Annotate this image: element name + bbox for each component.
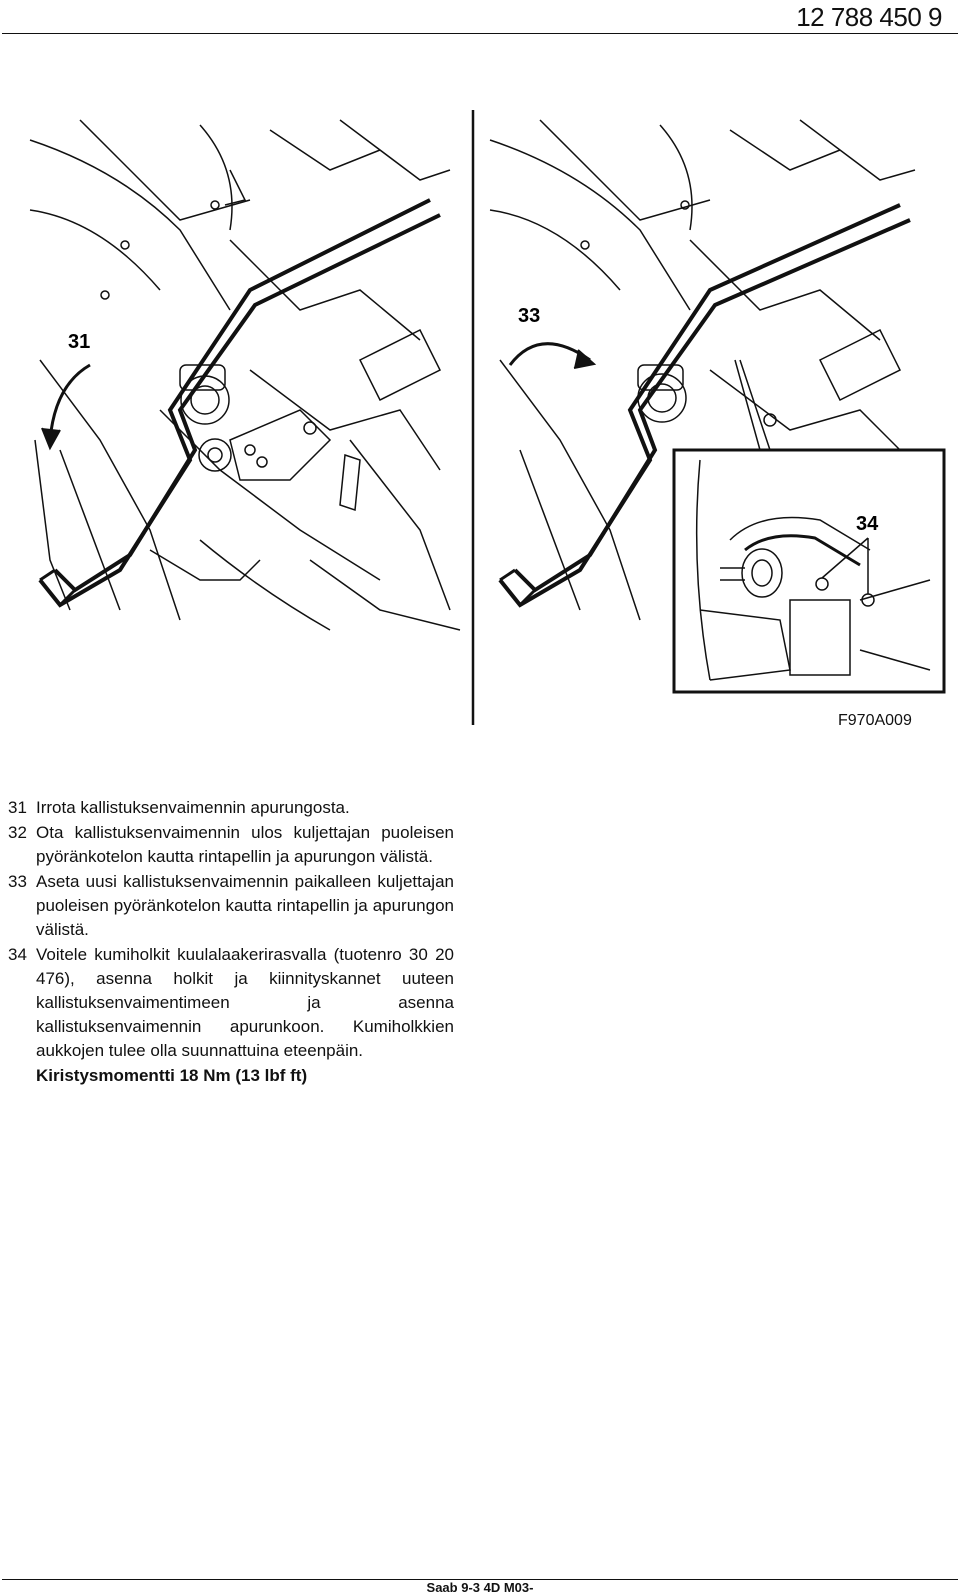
step-number: 32 bbox=[8, 823, 27, 842]
step-text: Aseta uusi kallistuksenvaimennin paikalleen kuljettajan puoleisen pyöränkotelon kautta rintapellin ja apurungon välistä. bbox=[36, 872, 454, 939]
step-text: Ota kallistuksenvaimennin ulos kuljettajan puoleisen pyöränkotelon kautta rintapellin ja apurungon välistä. bbox=[36, 823, 454, 866]
step-number: 31 bbox=[8, 798, 27, 817]
step-number: 33 bbox=[8, 872, 27, 891]
callout-33: 33 bbox=[518, 305, 541, 327]
header-rule bbox=[2, 33, 958, 34]
list-item bbox=[8, 943, 454, 1063]
step-text: Voitele kumiholkit kuulalaakerirasvalla (tuotenro 30 20 476), asenna holkit ja kiinnityskannet uuteen kallistuksenvaimentimeen ja asenna kallistuksenvaimennin apurunkoon. Kumiholkkien aukkojen tulee olla suunnattuina eteenpäin. bbox=[36, 945, 454, 1060]
list-item bbox=[8, 796, 454, 820]
instruction-list bbox=[8, 796, 454, 1088]
list-item bbox=[8, 821, 454, 869]
callout-31: 31 bbox=[68, 331, 91, 353]
torque-spec: Kiristysmomentti 18 Nm (13 lbf ft) bbox=[36, 1066, 308, 1085]
illustration bbox=[0, 110, 960, 740]
list-item bbox=[8, 870, 454, 942]
page-number: 12 788 450 9 bbox=[796, 2, 942, 32]
left-panel-drawing bbox=[30, 110, 460, 630]
step-text: Irrota kallistuksenvaimennin apurungosta. bbox=[36, 798, 350, 817]
figure-code: F970A009 bbox=[838, 712, 912, 729]
callout-34: 34 bbox=[856, 513, 879, 535]
step-number: 34 bbox=[8, 945, 27, 964]
footer-text: Saab 9-3 4D M03- bbox=[426, 1580, 534, 1595]
suspension-drawing bbox=[0, 110, 960, 740]
right-panel-drawing bbox=[490, 120, 944, 692]
